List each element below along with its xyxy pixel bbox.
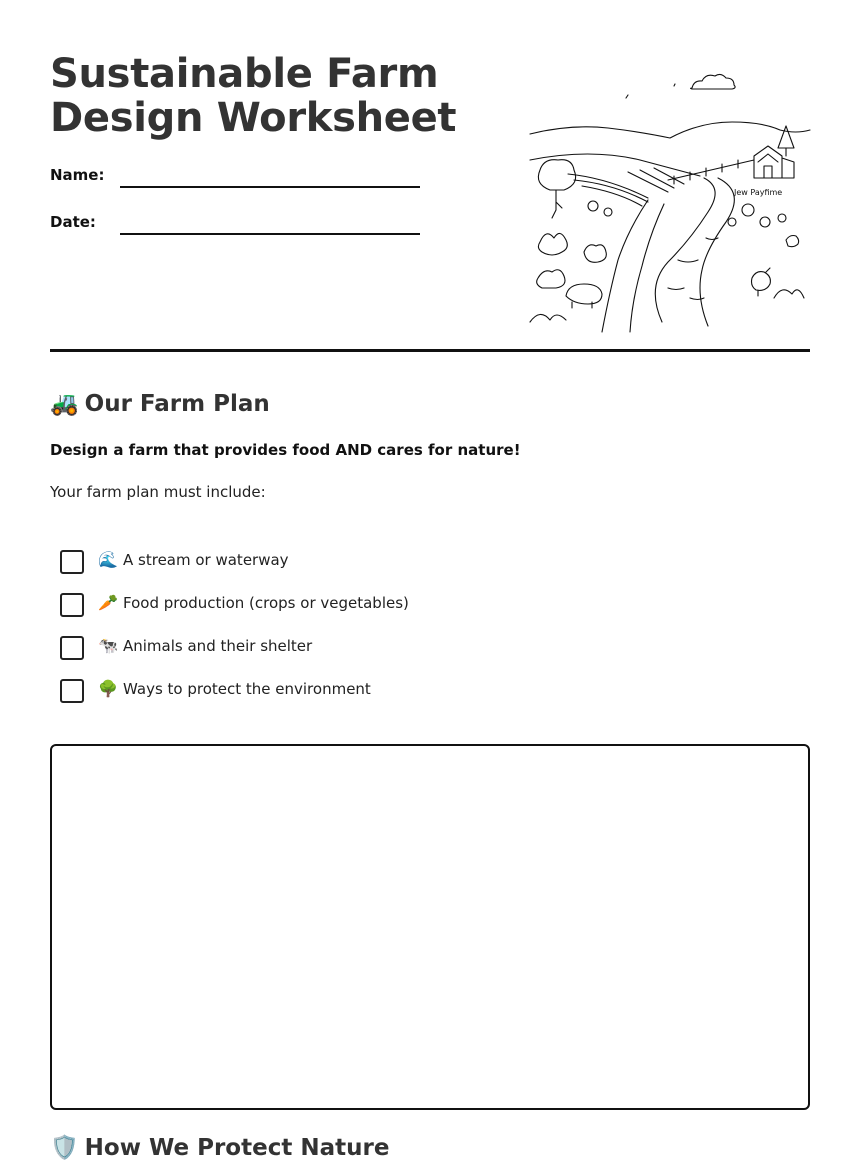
name-label: Name: (50, 166, 105, 184)
tree-icon: 🌳 (98, 679, 118, 698)
hill-front (530, 154, 700, 176)
checkbox-animals[interactable] (60, 636, 84, 660)
page-title (50, 52, 456, 140)
checklist-item-text: Animals and their shelter (123, 637, 313, 655)
protect-nature-heading-text: How We Protect Nature (84, 1135, 390, 1161)
name-line[interactable] (120, 186, 420, 188)
section-divider (50, 349, 810, 352)
bird (626, 84, 675, 98)
flowers-field (588, 201, 786, 227)
water-wave-icon: 🌊 (98, 550, 118, 569)
farm-plan-intro: Design a farm that provides food AND cares for nature! (50, 441, 521, 459)
foreground-grass (530, 290, 804, 322)
farm-illustration (528, 62, 812, 334)
stream (655, 178, 734, 326)
farm-plan-heading-text: Our Farm Plan (84, 391, 270, 417)
pig (566, 284, 602, 308)
path (602, 200, 664, 332)
title-line-2: Design Worksheet (50, 95, 457, 141)
farm-plan-subtext: Your farm plan must include: (50, 483, 266, 501)
checklist-item-text: Ways to protect the environment (123, 680, 371, 698)
title-line-1: Sustainable Farm (50, 51, 439, 97)
date-label: Date: (50, 213, 96, 231)
farm-plan-heading (50, 390, 270, 417)
checkbox-environment[interactable] (60, 679, 84, 703)
hill-back (530, 122, 810, 138)
checkbox-stream[interactable] (60, 550, 84, 574)
illustration-caption: Jew Payfime (734, 188, 783, 197)
checklist-item-text: Food production (crops or vegetables) (123, 594, 409, 612)
farm-drawing-area[interactable] (50, 744, 810, 1110)
carrot-icon: 🥕 (98, 593, 118, 612)
hen (752, 268, 771, 296)
protect-nature-heading (50, 1134, 389, 1161)
fence (668, 160, 754, 184)
barn (754, 146, 794, 178)
cow-icon: 🐄 (98, 636, 118, 655)
chicken-small (786, 236, 799, 247)
oak-tree (538, 160, 575, 218)
checklist-item-text: A stream or waterway (123, 551, 289, 569)
shield-icon: 🛡️ (50, 1135, 79, 1161)
checkbox-food[interactable] (60, 593, 84, 617)
shrubs-left (537, 233, 607, 288)
cloud (691, 74, 736, 89)
field-rows (568, 168, 684, 206)
tractor-icon: 🚜 (50, 391, 79, 417)
date-line[interactable] (120, 233, 420, 235)
